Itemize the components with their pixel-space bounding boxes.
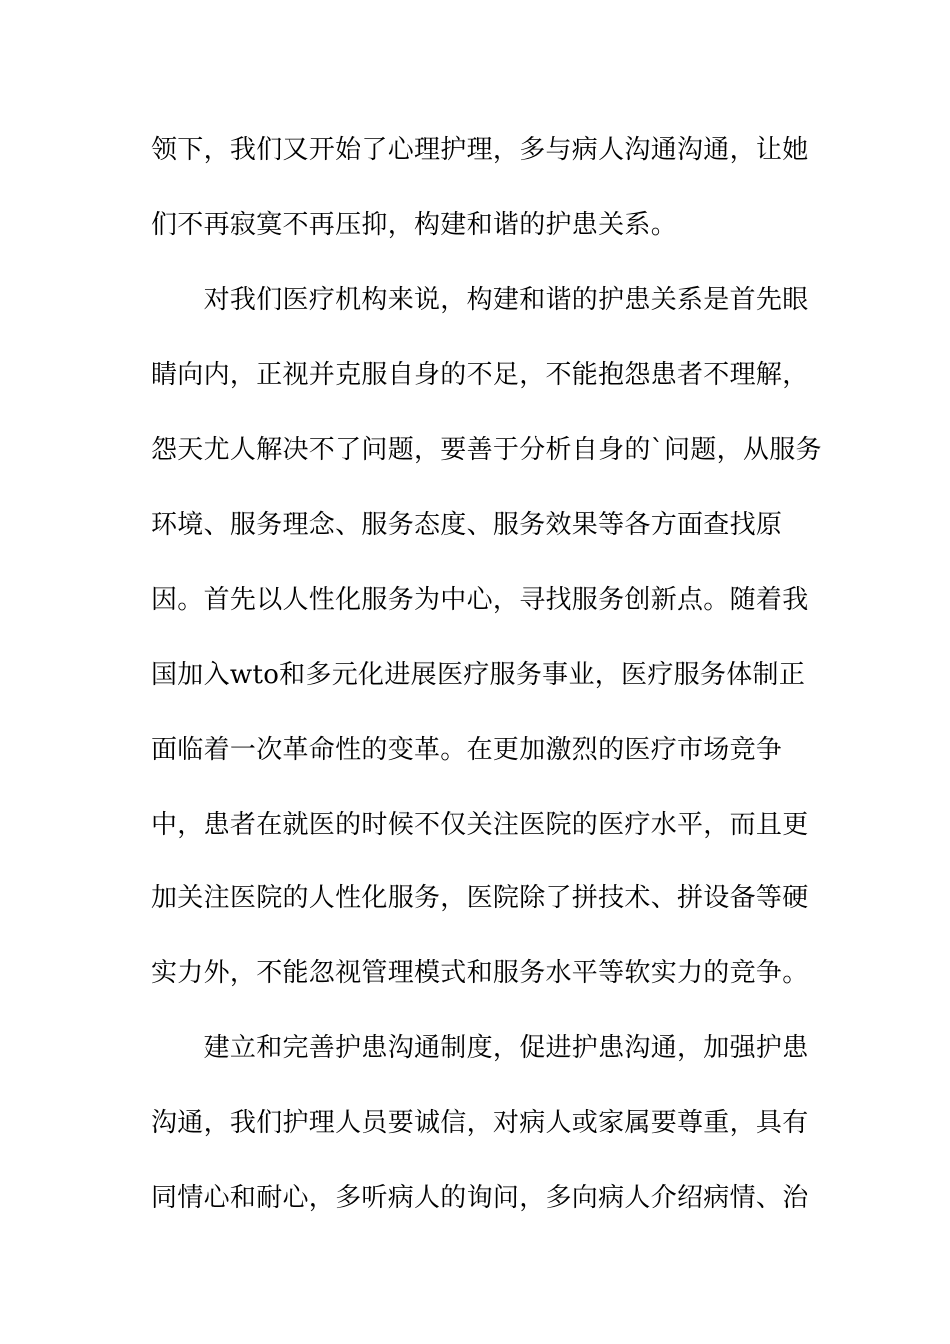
text-line: 建立和完善护患沟通制度，促进护患沟通，加强护患 — [151, 1033, 809, 1063]
text-line: 环境、服务理念、服务态度、服务效果等各方面查找原 — [151, 510, 783, 540]
text-line: 睛向内，正视并克服自身的不足，不能抱怨患者不理解， — [151, 360, 809, 390]
text-line: 对我们医疗机构来说，构建和谐的护患关系是首先眼 — [151, 285, 809, 315]
text-line: 实力外，不能忽视管理模式和服务水平等软实力的竞争。 — [151, 958, 809, 988]
text-line: 因。首先以人性化服务为中心，寻找服务创新点。随着我 — [151, 585, 809, 615]
text-line: 国加入wto和多元化进展医疗服务事业，医疗服务体制正 — [151, 660, 806, 690]
text-line: 领下，我们又开始了心理护理，多与病人沟通沟通，让她 — [151, 135, 809, 165]
text-line: 面临着一次革命性的变革。在更加激烈的医疗市场竞争 — [151, 735, 783, 765]
text-line: 同情心和耐心，多听病人的询问，多向病人介绍病情、治 — [151, 1183, 809, 1213]
text-line: 们不再寂寞不再压抑，构建和谐的护患关系。 — [151, 210, 678, 240]
text-line: 沟通，我们护理人员要诚信，对病人或家属要尊重，具有 — [151, 1108, 809, 1138]
text-line: 加关注医院的人性化服务，医院除了拼技术、拼设备等硬 — [151, 883, 809, 913]
text-line: 怨天尤人解决不了问题，要善于分析自身的`问题，从服务 — [151, 435, 822, 465]
text-line: 中，患者在就医的时候不仅关注医院的医疗水平，而且更 — [151, 810, 809, 840]
